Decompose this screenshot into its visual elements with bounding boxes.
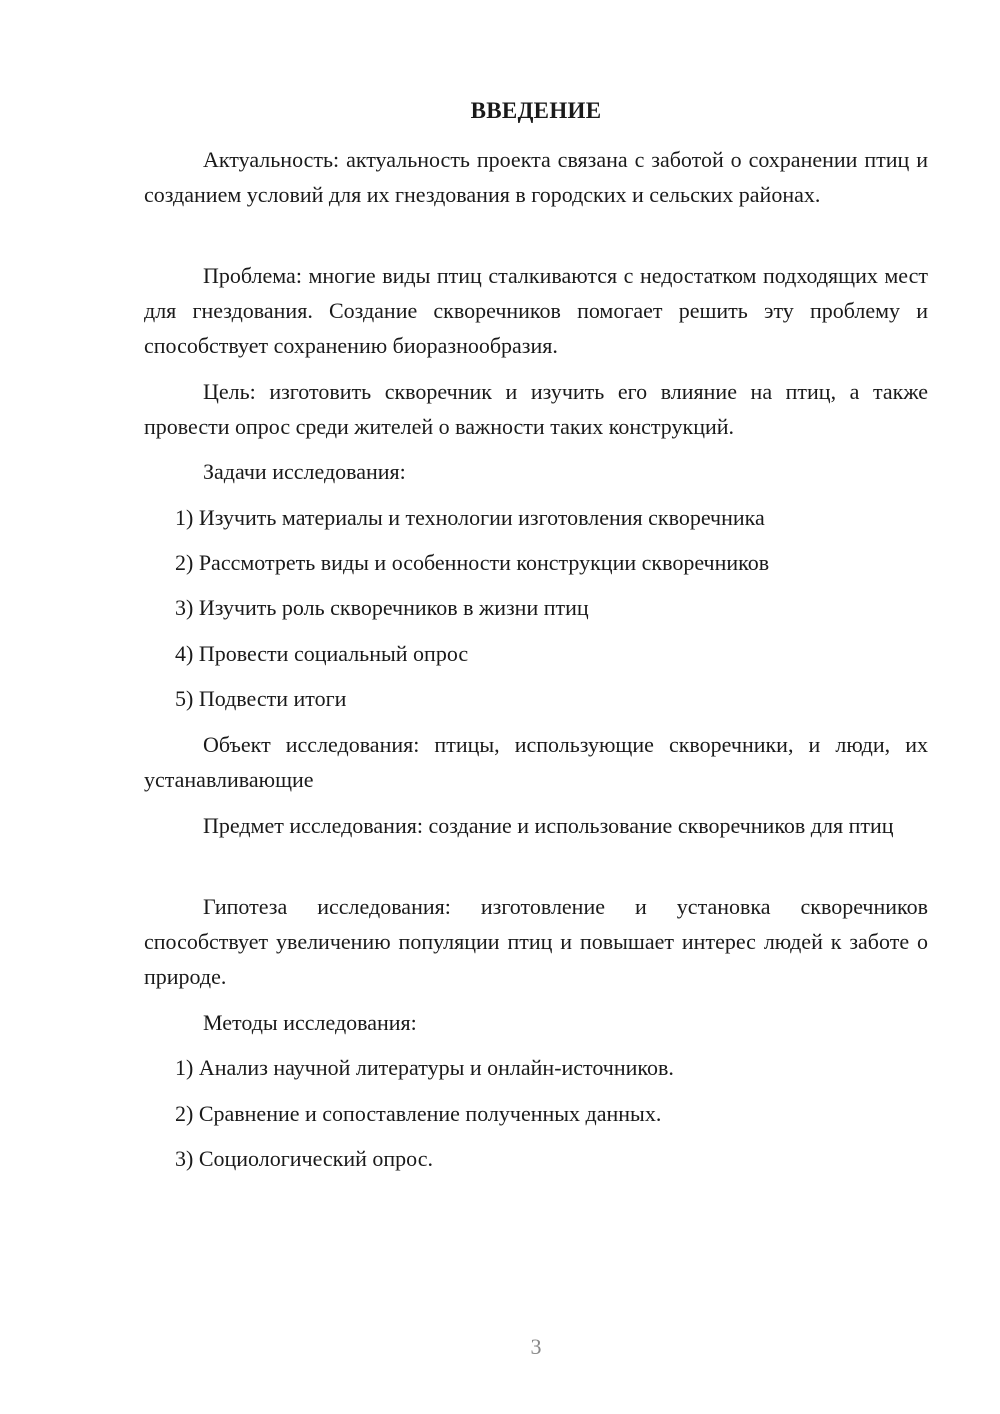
method-item: 1) Анализ научной литературы и онлайн-источников. [175, 1055, 674, 1080]
method-item: 2) Сравнение и сопоставление полученных данных. [175, 1101, 662, 1126]
problem-paragraph: Проблема: многие виды птиц сталкиваются с недостатком подходящих мест для гнездования. Создание скворечников помогает решить эту проблему и способствует сохранению биоразнообразия. [144, 263, 928, 358]
goal-paragraph: Цель: изготовить скворечник и изучить его влияние на птиц, а также провести опрос среди жителей о важности таких конструкций. [144, 379, 928, 439]
tasks-heading: Задачи исследования: [203, 459, 406, 484]
task-item: 3) Изучить роль скворечников в жизни птиц [175, 595, 589, 620]
object-paragraph: Объект исследования: птицы, использующие скворечники, и люди, их устанавливающие [144, 732, 928, 792]
task-item: 2) Рассмотреть виды и особенности конструкции скворечников [175, 550, 770, 575]
method-item: 3) Социологический опрос. [175, 1146, 433, 1171]
task-item: 5) Подвести итоги [175, 686, 347, 711]
hypothesis-paragraph: Гипотеза исследования: изготовление и установка скворечников способствует увеличению популяции птиц и повышает интерес людей к заботе о природе. [144, 894, 928, 989]
relevance-paragraph: Актуальность: актуальность проекта связана с заботой о сохранении птиц и созданием условий для их гнездования в городских и сельских районах. [144, 147, 928, 207]
subject-paragraph: Предмет исследования: создание и использование скворечников для птиц [203, 813, 894, 838]
task-item: 1) Изучить материалы и технологии изготовления скворечника [175, 505, 765, 530]
page-number: 3 [530, 1334, 542, 1359]
page-title: ВВЕДЕНИЕ [470, 98, 602, 123]
methods-heading: Методы исследования: [203, 1010, 417, 1035]
task-item: 4) Провести социальный опрос [175, 641, 469, 666]
